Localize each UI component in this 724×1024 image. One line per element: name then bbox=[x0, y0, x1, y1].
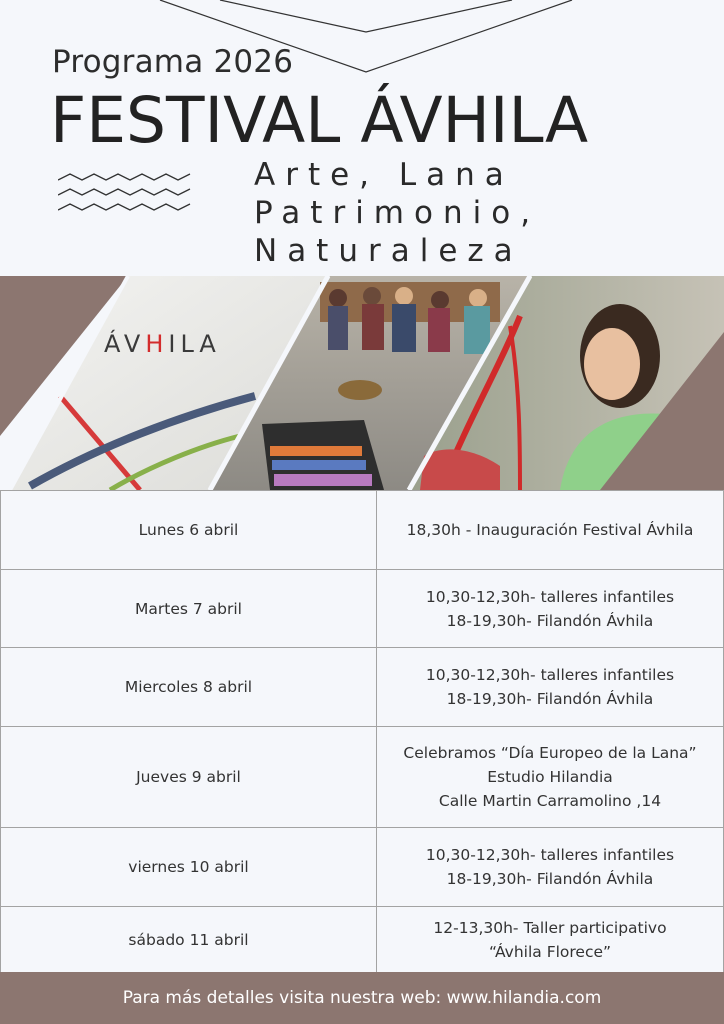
header-section bbox=[0, 0, 724, 276]
day-cell: Miercoles 8 abril bbox=[1, 648, 377, 727]
event-line: 12-13,30h- Taller participativo bbox=[433, 918, 667, 937]
table-row bbox=[1, 570, 724, 648]
logo-part: ILA bbox=[168, 330, 221, 358]
event-line: 18-19,30h- Filandón Ávhila bbox=[446, 690, 654, 708]
festival-title: FESTIVAL ÁVHILA bbox=[50, 84, 589, 157]
event-line: Celebramos “Día Europeo de la Lana” bbox=[403, 744, 697, 762]
logo-part: ÁV bbox=[104, 330, 146, 358]
table-row bbox=[1, 648, 724, 727]
day-cell: Jueves 9 abril bbox=[1, 727, 377, 828]
program-year: Programa 2026 bbox=[52, 44, 294, 80]
zigzag-decoration-icon bbox=[58, 170, 192, 220]
event-line: 10,30-12,30h- talleres infantiles bbox=[425, 587, 675, 606]
tagline-line: Naturaleza bbox=[254, 233, 523, 269]
photo-strip bbox=[0, 276, 724, 490]
event-line: 18-19,30h- Filandón Ávhila bbox=[446, 611, 654, 630]
festival-tagline bbox=[254, 156, 540, 270]
event-cell bbox=[377, 727, 724, 828]
event-line: 10,30-12,30h- talleres infantiles bbox=[425, 846, 675, 864]
day-cell: Martes 7 abril bbox=[1, 570, 377, 648]
event-line: “Ávhila Florece” bbox=[488, 942, 612, 961]
event-line: Calle Martin Carramolino ,14 bbox=[438, 792, 662, 810]
logo-part-highlight: H bbox=[145, 330, 169, 358]
event-line: 18,30h - Inauguración Festival Ávhila bbox=[406, 521, 694, 539]
event-cell bbox=[377, 907, 724, 973]
footer-text: Para más detalles visita nuestra web: www.hilandia.com bbox=[122, 988, 602, 1008]
event-line: Estudio Hilandia bbox=[487, 768, 613, 786]
avhila-logo bbox=[104, 330, 221, 358]
event-cell bbox=[377, 570, 724, 648]
footer-banner bbox=[0, 972, 724, 1024]
event-line: 10,30-12,30h- talleres infantiles bbox=[425, 666, 675, 684]
table-row bbox=[1, 907, 724, 973]
event-cell bbox=[377, 648, 724, 727]
event-cell bbox=[377, 828, 724, 907]
table-row bbox=[1, 727, 724, 828]
day-cell: viernes 10 abril bbox=[1, 828, 377, 907]
tagline-line: Patrimonio, bbox=[254, 195, 541, 231]
photo-collage bbox=[0, 276, 724, 490]
tagline-line: Arte, Lana bbox=[254, 157, 514, 193]
event-line: 18-19,30h- Filandón Ávhila bbox=[446, 870, 654, 888]
table-row bbox=[1, 828, 724, 907]
day-cell: Lunes 6 abril bbox=[1, 491, 377, 570]
event-cell bbox=[377, 491, 724, 570]
day-cell: sábado 11 abril bbox=[1, 907, 377, 973]
schedule-table bbox=[0, 490, 724, 973]
table-row bbox=[1, 491, 724, 570]
